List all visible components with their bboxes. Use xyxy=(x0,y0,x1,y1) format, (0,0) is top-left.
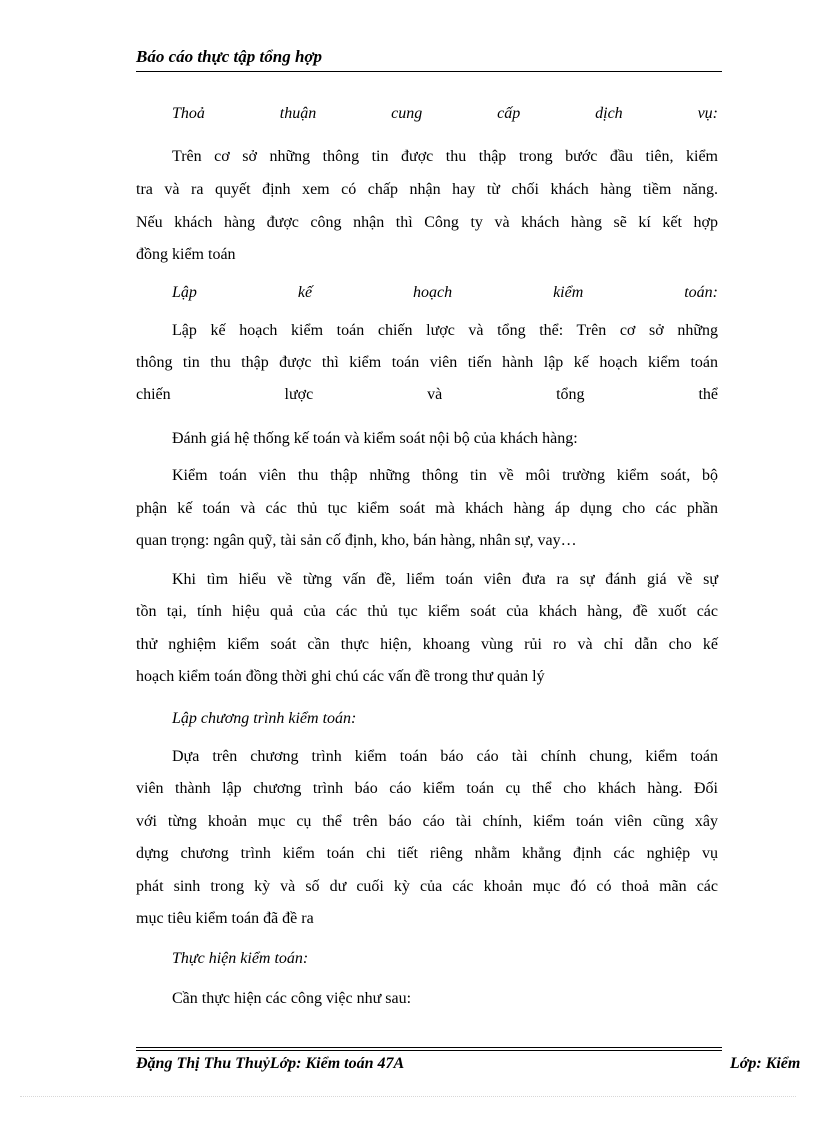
paragraph-line: Nếu khách hàng được công nhận thì Công ty và khách hàng sẽ kí kết hợp xyxy=(136,214,718,231)
paragraph-line: thông tin thu thập được thì kiểm toán viên tiến hành lập kế hoạch kiểm toán xyxy=(136,354,718,371)
paragraph-line: tồn tại, tính hiệu quả của các thủ tục kiểm soát của khách hàng, đề xuốt các xyxy=(136,603,718,620)
paragraph-line: phận kế toán và các thủ tục kiểm soát mà khách hàng áp dụng cho các phần xyxy=(136,500,718,517)
paragraph-line: quan trọng: ngân quỹ, tài sản cố định, kho, bán hàng, nhân sự, vay… xyxy=(136,532,577,549)
footer-rule xyxy=(136,1047,722,1048)
paragraph-line: Kiểm toán viên thu thập những thông tin về môi trường kiểm soát, bộ xyxy=(172,467,718,484)
paragraph-line: thử nghiệm kiểm soát cần thực hiện, khoang vùng rủi ro và chỉ dẫn cho kế xyxy=(136,636,718,653)
paragraph-line: Dựa trên chương trình kiểm toán báo cáo tài chính chung, kiểm toán xyxy=(172,748,718,765)
paragraph-line: Trên cơ sở những thông tin được thu thập trong bước đầu tiên, kiểm xyxy=(172,148,718,165)
paragraph-line: viên thành lập chương trình báo cáo kiểm toán cụ thể cho khách hàng. Đối xyxy=(136,780,718,797)
footer-rule xyxy=(136,1050,722,1051)
paragraph-line: dựng chương trình kiểm toán chi tiết riêng nhằm khẳng định các nghiệp vụ xyxy=(136,845,718,862)
paragraph-line: đồng kiểm toán xyxy=(136,246,236,263)
paragraph-line: hoạch kiểm toán đồng thời ghi chú các vấn đề trong thư quản lý xyxy=(136,668,545,685)
footer-author-class: Đặng Thị Thu ThuỷLớp: Kiểm toán 47A xyxy=(136,1055,405,1072)
footer-class-overflow: Lớp: Kiểm xyxy=(730,1055,801,1072)
paragraph-line: chiến lược và tổng thể xyxy=(136,386,718,403)
paragraph-line: Lập kế hoạch kiểm toán chiến lược và tổng thể: Trên cơ sở những xyxy=(172,322,718,339)
heading-lap-chuong-trinh: Lập chương trình kiểm toán: xyxy=(172,710,357,727)
paragraph-line: tra và ra quyết định xem có chấp nhận hay từ chối khách hàng tiềm năng. xyxy=(136,181,718,198)
header-rule xyxy=(136,71,722,72)
heading-thoa-thuan: Thoả thuận cung cấp dịch vụ: xyxy=(172,105,718,122)
paragraph-line: Đánh giá hệ thống kế toán và kiểm soát nội bộ của khách hàng: xyxy=(172,430,578,447)
paragraph-line: Cần thực hiện các công việc như sau: xyxy=(172,990,412,1007)
page-header-title: Báo cáo thực tập tổng hợp xyxy=(136,47,323,66)
page-bottom-dotted-rule xyxy=(20,1096,796,1097)
paragraph-line: mục tiêu kiểm toán đã đề ra xyxy=(136,910,314,927)
paragraph-line: với từng khoản mục cụ thể trên báo cáo tài chính, kiểm toán viên cũng xây xyxy=(136,813,718,830)
heading-thuc-hien: Thực hiện kiểm toán: xyxy=(172,950,309,967)
paragraph-line: Khi tìm hiểu về từng vấn đề, liểm toán viên đưa ra sự đánh giá về sự xyxy=(172,571,718,588)
heading-lap-ke-hoach: Lập kế hoạch kiểm toán: xyxy=(172,284,718,301)
paragraph-line: phát sinh trong kỳ và số dư cuối kỳ của các khoản mục đó có thoả mãn các xyxy=(136,878,718,895)
